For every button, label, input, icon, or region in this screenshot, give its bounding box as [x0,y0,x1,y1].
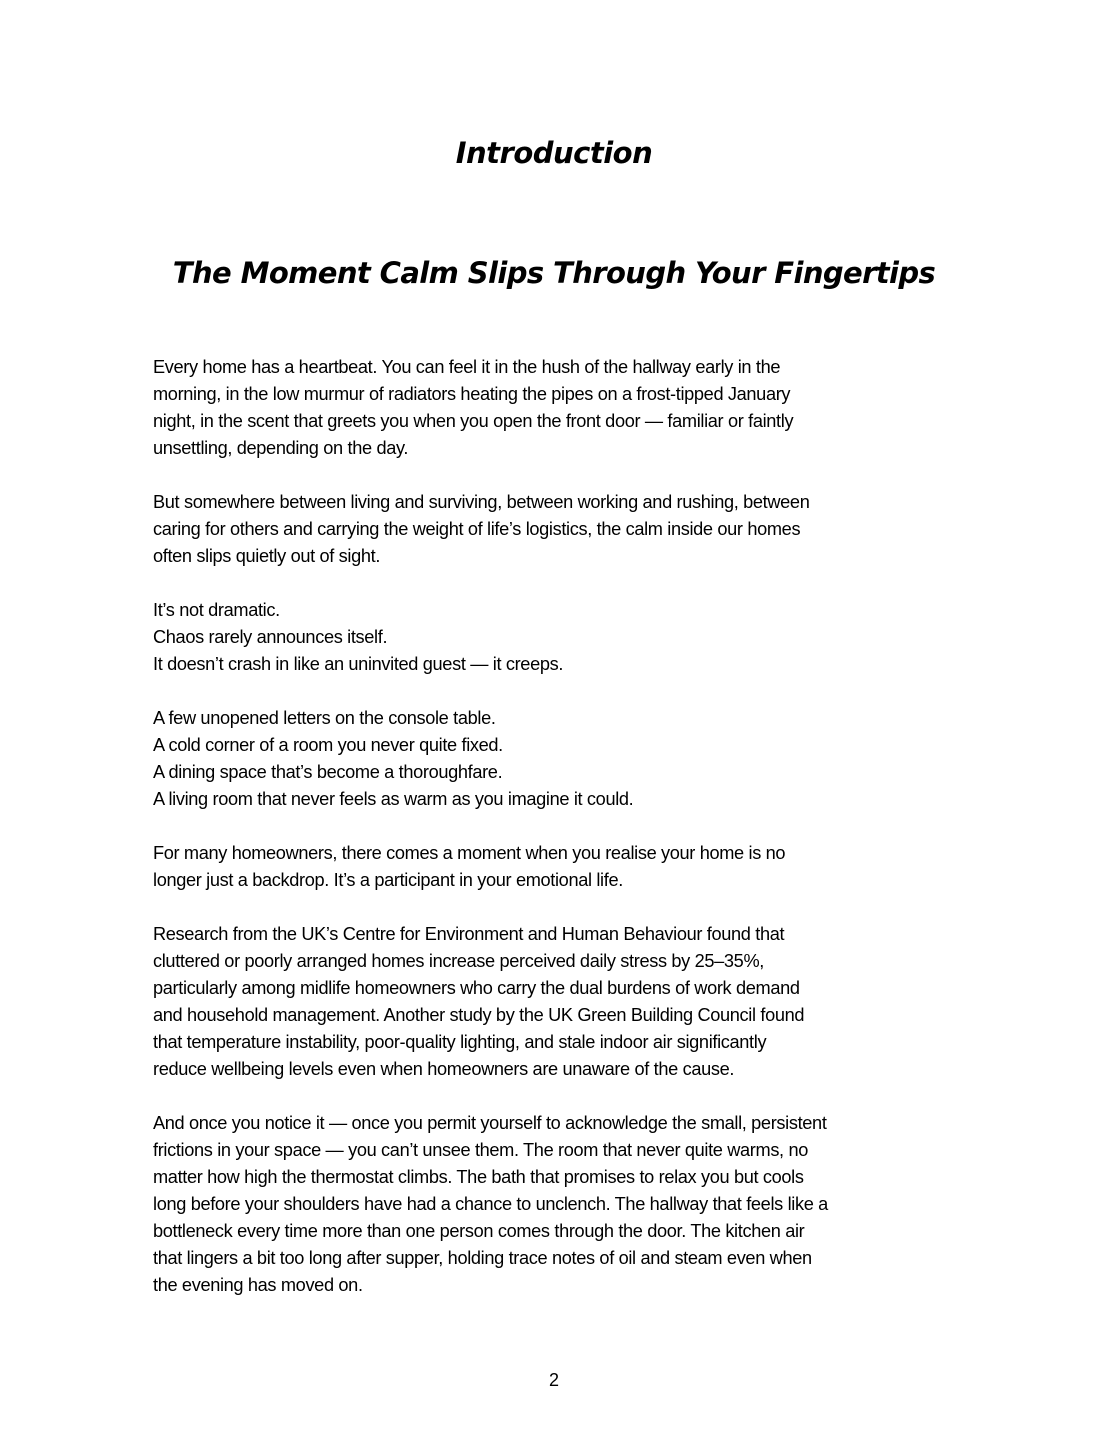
text-line: night, in the scent that greets you when you open the front door — familiar or faintly [153,411,794,431]
text-line: the evening has moved on. [153,1275,363,1295]
text-line: frictions in your space — you can’t unsee them. The room that never quite warms, no [153,1140,808,1160]
text-line: longer just a backdrop. It’s a participant in your emotional life. [153,870,623,890]
text-line: A living room that never feels as warm as you imagine it could. [153,789,634,809]
text-line: A cold corner of a room you never quite fixed. [153,735,503,755]
text-line: Research from the UK’s Centre for Environment and Human Behaviour found that [153,924,785,944]
text-line: long before your shoulders have had a chance to unclench. The hallway that feels like a [153,1194,828,1214]
text-line: caring for others and carrying the weight of life’s logistics, the calm inside our homes [153,519,801,539]
paragraph-somewhere-between [153,489,963,570]
page-number: 2 [548,1370,559,1390]
paragraph-not-dramatic [153,597,963,678]
text-line: that lingers a bit too long after supper, holding trace notes of oil and steam even when [153,1248,812,1268]
text-line: It’s not dramatic. [153,600,280,620]
text-line: and household management. Another study by the UK Green Building Council found [153,1005,805,1025]
paragraph-heartbeat [153,354,963,462]
text-line: cluttered or poorly arranged homes increase perceived daily stress by 25–35%, [153,951,764,971]
text-line: often slips quietly out of sight. [153,546,381,566]
text-line: reduce wellbeing levels even when homeowners are unaware of the cause. [153,1059,735,1079]
text-line: A few unopened letters on the console table. [153,708,496,728]
text-line: For many homeowners, there comes a moment when you realise your home is no [153,843,786,863]
text-line: particularly among midlife homeowners who carry the dual burdens of work demand [153,978,800,998]
text-line: matter how high the thermostat climbs. The bath that promises to relax you but cools [153,1167,804,1187]
paragraph-once-you-notice [153,1110,963,1299]
text-line: that temperature instability, poor-quality lighting, and stale indoor air significantly [153,1032,767,1052]
text-line: It doesn’t crash in like an uninvited guest — it creeps. [153,654,564,674]
text-line: Chaos rarely announces itself. [153,627,388,647]
paragraph-homeowners-moment [153,840,963,894]
text-line: And once you notice it — once you permit yourself to acknowledge the small, persistent [153,1113,827,1133]
text-line: unsettling, depending on the day. [153,438,409,458]
text-line: Every home has a heartbeat. You can feel it in the hush of the hallway early in the [153,357,781,377]
paragraph-research [153,921,963,1083]
body-text [153,354,963,1326]
text-line: A dining space that’s become a thoroughfare. [153,762,503,782]
text-line: bottleneck every time more than one person comes through the door. The kitchen air [153,1221,805,1241]
chapter-label: Introduction [455,136,653,170]
text-line: But somewhere between living and surviving, between working and rushing, between [153,492,810,512]
chapter-title: The Moment Calm Slips Through Your Fingertips [172,256,936,290]
paragraph-list-of-frictions [153,705,963,813]
text-line: morning, in the low murmur of radiators heating the pipes on a frost-tipped January [153,384,791,404]
